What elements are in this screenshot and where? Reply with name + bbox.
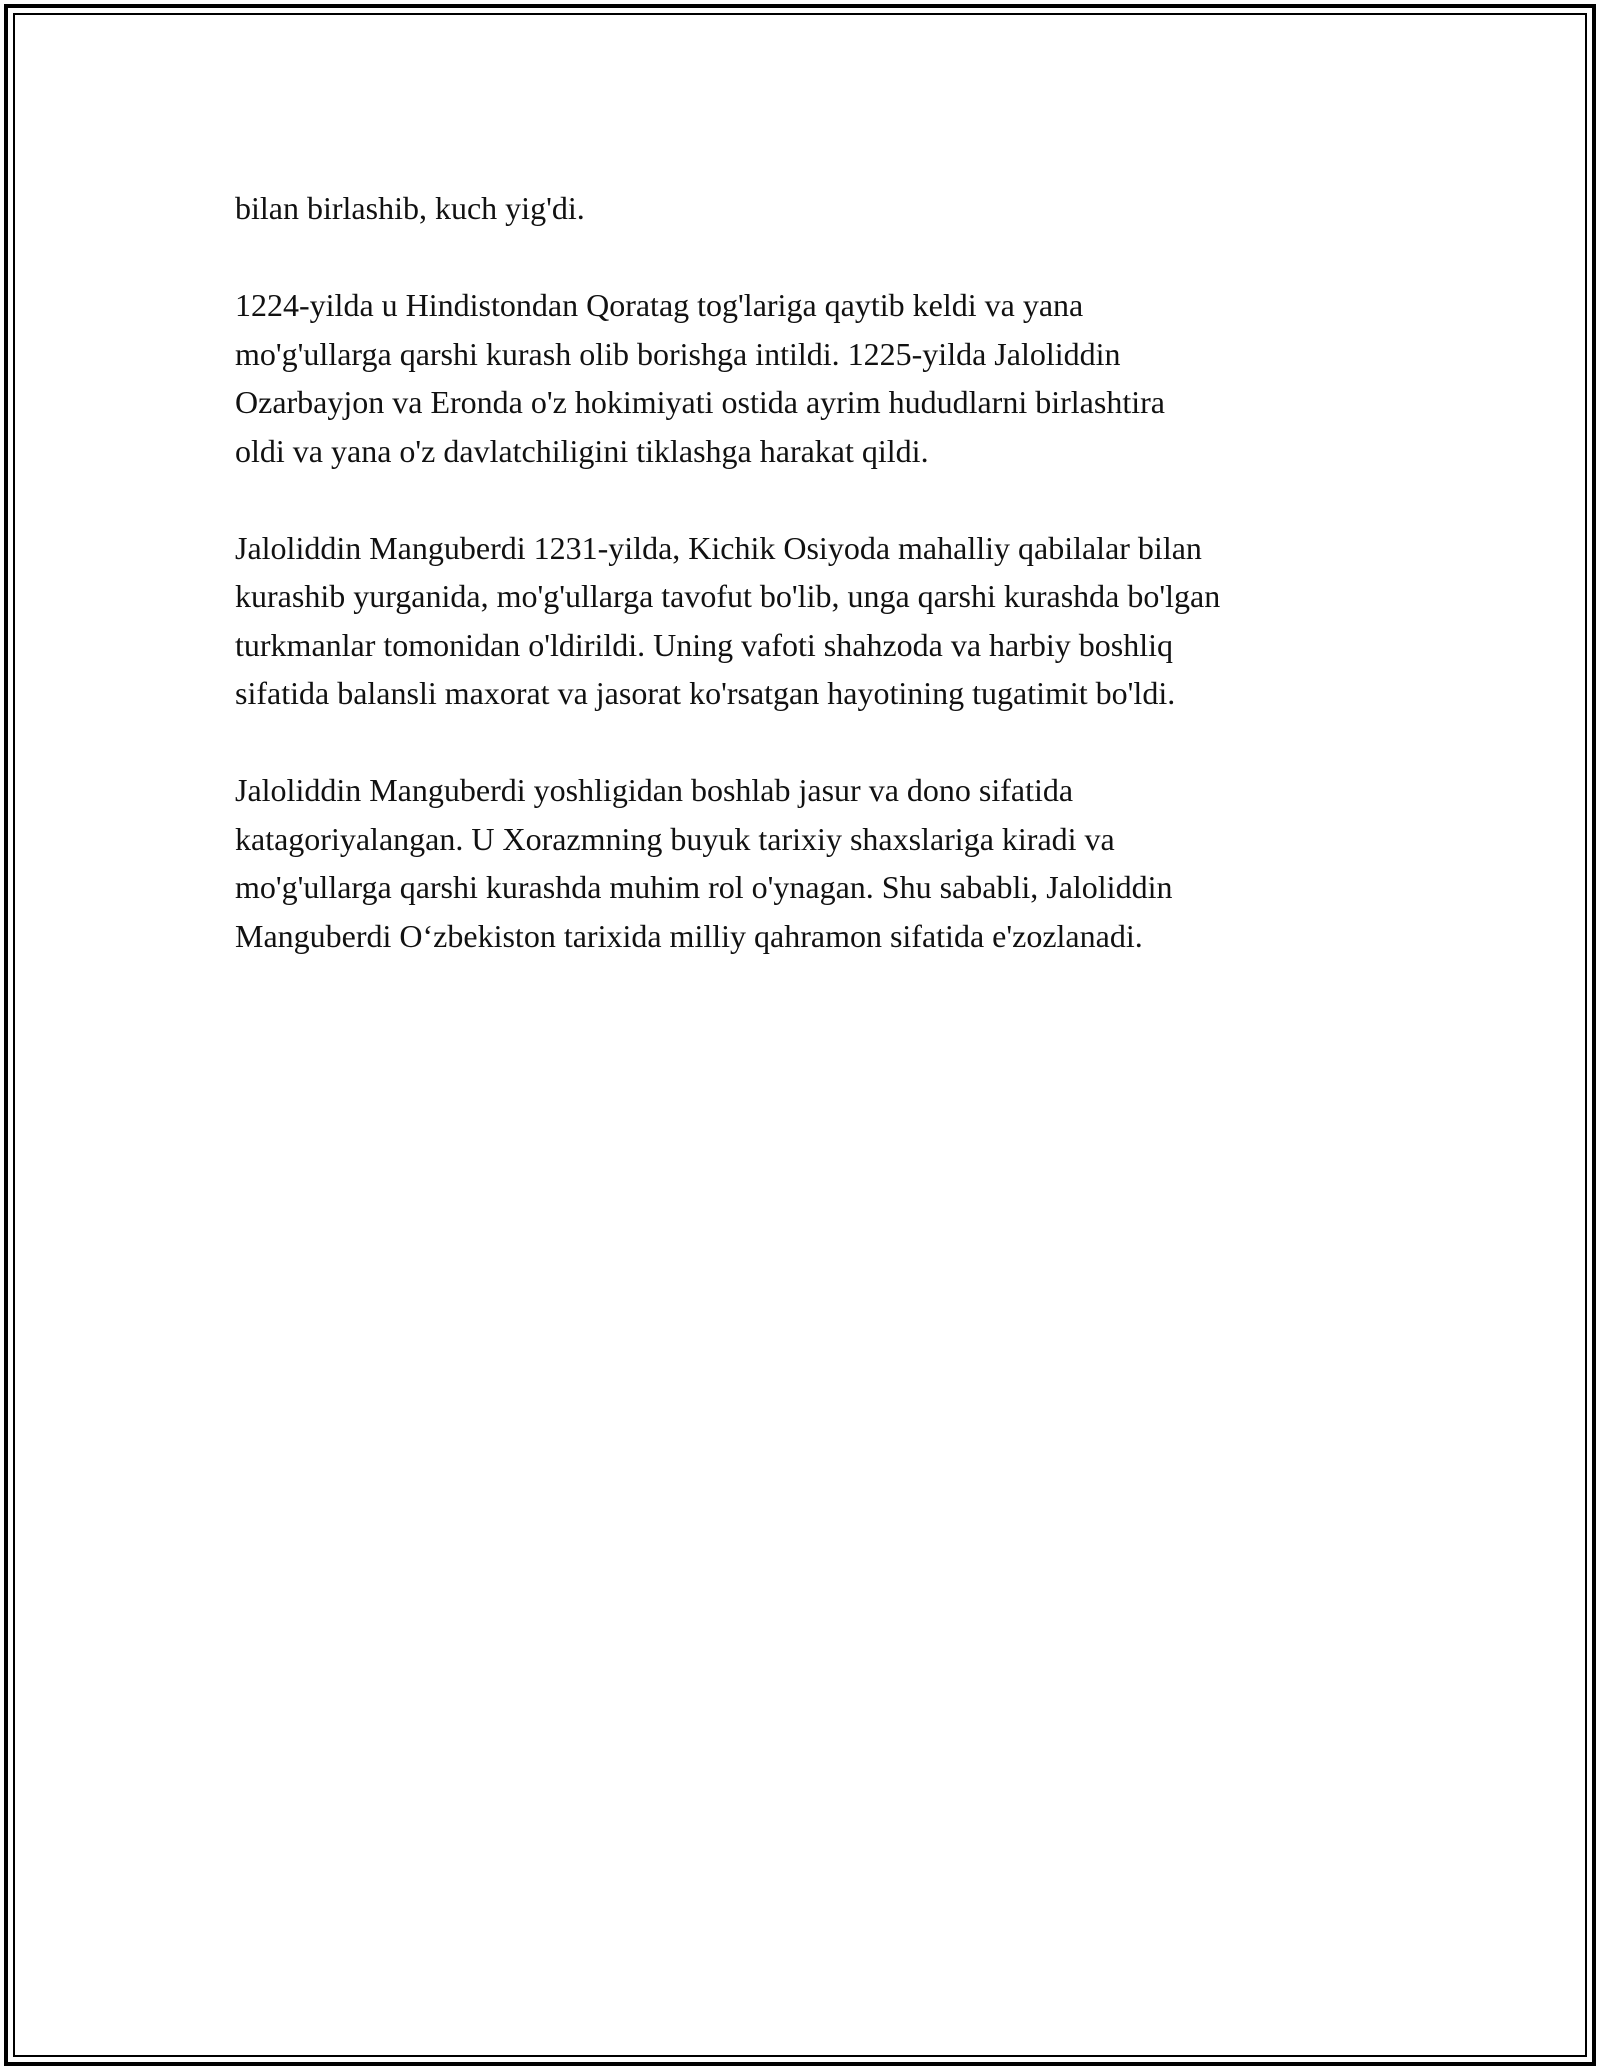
text-line: kurashib yurganida, mo'g'ullarga tavofut bo'lib, unga qarshi kurashda bo'lgan <box>235 578 1221 614</box>
paragraph-4 <box>235 766 1395 960</box>
text-line: Jaloliddin Manguberdi yoshligidan boshlab jasur va dono sifatida <box>235 772 1074 808</box>
text-line: Jaloliddin Manguberdi 1231-yilda, Kichik Osiyoda mahalliy qabilalar bilan <box>235 529 1202 566</box>
text-line: katagoriyalangan. U Xorazmning buyuk tarixiy shaxslariga kiradi va <box>235 820 1115 857</box>
text-line: sifatida balansli maxorat va jasorat ko'rsatgan hayotining tugatimit bo'ldi. <box>235 675 1176 711</box>
text-line: 1224-yilda u Hindistondan Qoratag tog'lariga qaytib keldi va yana <box>235 287 1084 323</box>
text-line: Ozarbayjon va Eronda o'z hokimiyati ostida ayrim hududlarni birlashtira <box>235 384 1165 420</box>
document-body <box>235 184 1395 1009</box>
text-line: bilan birlashib, kuch yig'di. <box>235 190 585 226</box>
text-line: mo'g'ullarga qarshi kurashda muhim rol o'ynagan. Shu sababli, Jaloliddin <box>235 869 1173 905</box>
paragraph-3 <box>235 524 1395 718</box>
text-line: turkmanlar tomonidan o'ldirildi. Uning vafoti shahzoda va harbiy boshliq <box>235 626 1174 663</box>
text-line: mo'g'ullarga qarshi kurash olib borishga intildi. 1225-yilda Jaloliddin <box>235 335 1121 372</box>
paragraph-2 <box>235 281 1395 475</box>
paragraph-1 <box>235 184 1395 233</box>
text-line: Manguberdi O‘zbekiston tarixida milliy qahramon sifatida e'zozlanadi. <box>235 917 1143 954</box>
text-line: oldi va yana o'z davlatchiligini tiklashga harakat qildi. <box>235 432 929 469</box>
